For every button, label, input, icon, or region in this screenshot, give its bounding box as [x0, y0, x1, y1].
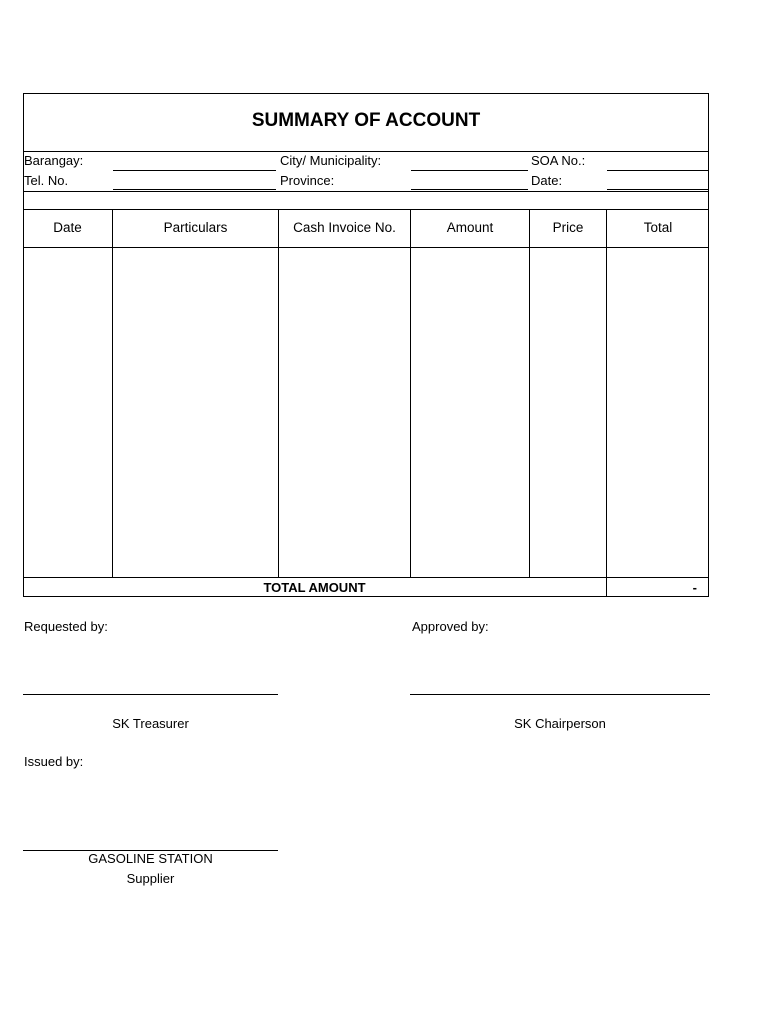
info-divider [23, 191, 709, 192]
chairperson-signature-line[interactable] [410, 694, 710, 695]
tel-field-line[interactable] [113, 189, 276, 190]
col-sep-4 [529, 209, 530, 577]
header-date: Date [53, 220, 82, 235]
header-cash-invoice: Cash Invoice No. [293, 220, 396, 235]
soa-label: SOA No.: [531, 153, 586, 168]
col-sep-1 [112, 209, 113, 577]
issued-by-label: Issued by: [24, 754, 84, 769]
total-amount-value: - [692, 580, 697, 595]
issuer-role: Supplier [126, 871, 175, 886]
tel-label: Tel. No. [24, 173, 69, 188]
province-label: Province: [280, 173, 335, 188]
page-title: SUMMARY OF ACCOUNT [251, 110, 481, 131]
title-divider [23, 151, 709, 152]
col-sep-3 [410, 209, 411, 577]
treasurer-title: SK Treasurer [112, 716, 189, 731]
date-label: Date: [531, 173, 563, 188]
total-amount-label: TOTAL AMOUNT [263, 580, 366, 595]
treasurer-signature-line[interactable] [23, 694, 278, 695]
col-sep-2 [278, 209, 279, 577]
header-amount: Amount [446, 220, 494, 235]
province-field-line[interactable] [411, 189, 528, 190]
header-particulars: Particulars [163, 220, 228, 235]
header-price: Price [552, 220, 584, 235]
barangay-field-line[interactable] [113, 170, 276, 171]
chairperson-title: SK Chairperson [514, 716, 606, 731]
barangay-label: Barangay: [24, 153, 84, 168]
date-field-line[interactable] [607, 189, 709, 190]
requested-by-label: Requested by: [24, 619, 108, 634]
soa-field-line[interactable] [607, 170, 709, 171]
col-sep-5 [606, 209, 607, 597]
city-label: City/ Municipality: [280, 153, 382, 168]
city-field-line[interactable] [411, 170, 528, 171]
header-total: Total [643, 220, 673, 235]
approved-by-label: Approved by: [412, 619, 489, 634]
issuer-name: GASOLINE STATION [88, 851, 213, 866]
